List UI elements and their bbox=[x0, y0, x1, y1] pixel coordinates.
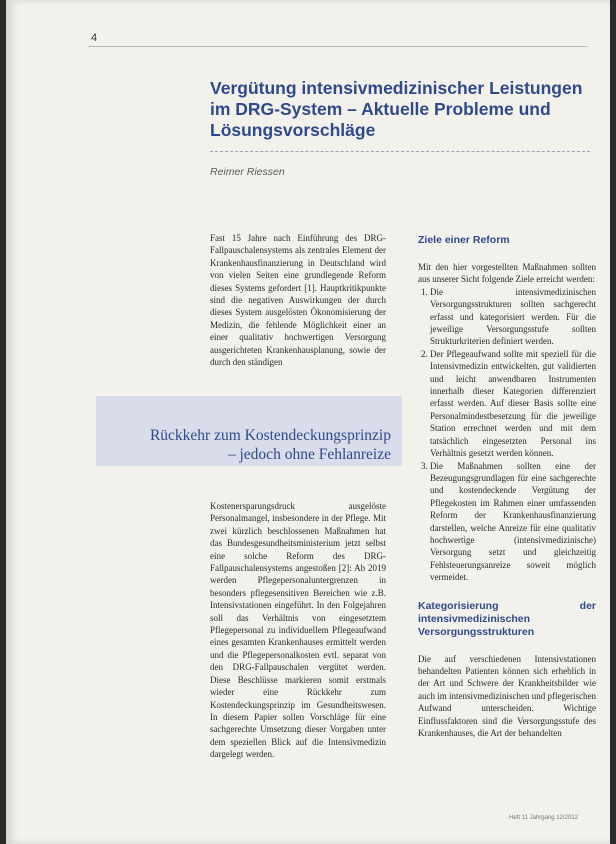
section-heading-categorization: Kategorisierung der intensivmedizinischen Versorgungsstrukturen bbox=[418, 599, 596, 638]
section-heading-goals: Ziele einer Reform bbox=[418, 234, 510, 246]
goal-item: 1. Die intensivmedizinischen Versorgungsstrukturen sollten sachgerecht erfasst und kategorisiert werden. Für die jeweilige Versorgungsstufe sollten Strukturkriterien definiert werden. bbox=[430, 286, 596, 348]
page-number: 4 bbox=[91, 32, 98, 44]
right-column bbox=[418, 234, 596, 739]
goals-intro: Mit den hier vorgestellten Maßnahmen sollten aus unserer Sicht folgende Ziele erreicht werden: bbox=[418, 262, 596, 285]
body-paragraph: Kostenersparungsdruck ausgelöste Personalmangel, insbesondere in der Pflege. Mit zwei kürzlich beschlossenen Maßnahmen hat das Bundesgesundheitsministerium jetzt selbst eine solche Reform des DRG-Fallpauschalensystems angestoßen [2]: Ab 2019 werden Pflegepersonaluntergrenzen in besonders pflegesensitiven Bereichen wie z.B. Intensivstationen eingeführt. In den Folgejahren soll das Verhältnis von eingesetztem Pflegepersonal zu individuellem Pflegeaufwand eines gesamten Krankenhauses ermittelt werden und die Pflegepersonalkosten evtl. separat von den DRG-Fallpauschalen vergütet werden. Diese Beschlüsse markieren somit erstmals wieder eine Rückkehr zum Kostendeckungsprinzip im Gesundheitswesen. In diesem Papier sollen Vorschläge für eine sachgerechte Umsetzung dieser Vorgaben unter dem speziellen Blick auf die Intensivmedizin dargelegt werden. bbox=[210, 501, 386, 760]
page-footer: Heft 11 Jahrgang 12/2012 bbox=[509, 815, 578, 821]
left-column-bottom bbox=[210, 500, 386, 761]
pull-quote bbox=[96, 426, 391, 464]
goal-item: 2. Der Pflegeaufwand sollte mit speziell für die Intensivmedizin entwickelten, gut validierten und leicht anwendbaren Instrumenten innerhalb dieser Kategorien differenziert erfasst werden. Auf dieser Basis sollte eine Personalmindestbesetzung für die jeweilige Station errechnet werden und mit dem tatsächlich eingesetzten Personal ins Verhältnis gesetzt werden können. bbox=[430, 348, 596, 460]
title-divider bbox=[210, 151, 590, 152]
left-column-top bbox=[210, 232, 386, 368]
goal-item: 3. Die Maßnahmen sollten eine der Bezeugungsgrundlagen für eine sachgerechte und kostendeckende Vergütung der Pflegekosten im Rahmen einer umfassenden Reform der Krankenhausfinanzierung darstellen, welche Anreize für eine qualitativ hochwertige (intensivmedizinische) Versorgung setzt und gleichzeitig Fehlsteuerungsanreize soweit möglich vermeidet. bbox=[430, 460, 596, 584]
intro-paragraph: Fast 15 Jahre nach Einführung des DRG-Fallpauschalensystems als zentrales Element der Krankenhausfinanzierung in Deutschland wird von vielen Seiten eine grundlegende Reform dieses Systems gefordert [1]. Hauptkritikpunkte sind die negativen Auswirkungen der durch dieses System ausgelösten Ökonomisierung der Medizin, die fehlende Möglichkeit einer an einer qualitativ hochwertigen Versorgung ausgerichteten Krankenhausplanung, sowie der durch den ständigen bbox=[210, 233, 386, 368]
article-title: Vergütung intensivmedizinischer Leistungen im DRG-System – Aktuelle Probleme und Lösungsvorschläge bbox=[210, 78, 583, 140]
pull-quote-box bbox=[96, 396, 402, 466]
document-page bbox=[6, 0, 610, 844]
goals-list bbox=[418, 286, 596, 584]
categorization-paragraph: Die auf verschiedenen Intensivstationen behandelten Patienten können sich erheblich in der Art und Schwere der Krankheitsbilder wie auch im intensivmedizinischen und pflegerischen Aufwand unterscheiden. Wichtige Einflussfaktoren sind die Versorgungsstufe des Krankenhauses, die Art der behandelten bbox=[418, 653, 596, 738]
header-rule bbox=[88, 46, 588, 47]
pull-quote-line-1: Rückkehr zum Kostendeckungsprinzip bbox=[149, 427, 391, 444]
pull-quote-line-2: – jedoch ohne Fehlanreize bbox=[227, 446, 391, 463]
author-name: Reimer Riessen bbox=[210, 166, 285, 178]
